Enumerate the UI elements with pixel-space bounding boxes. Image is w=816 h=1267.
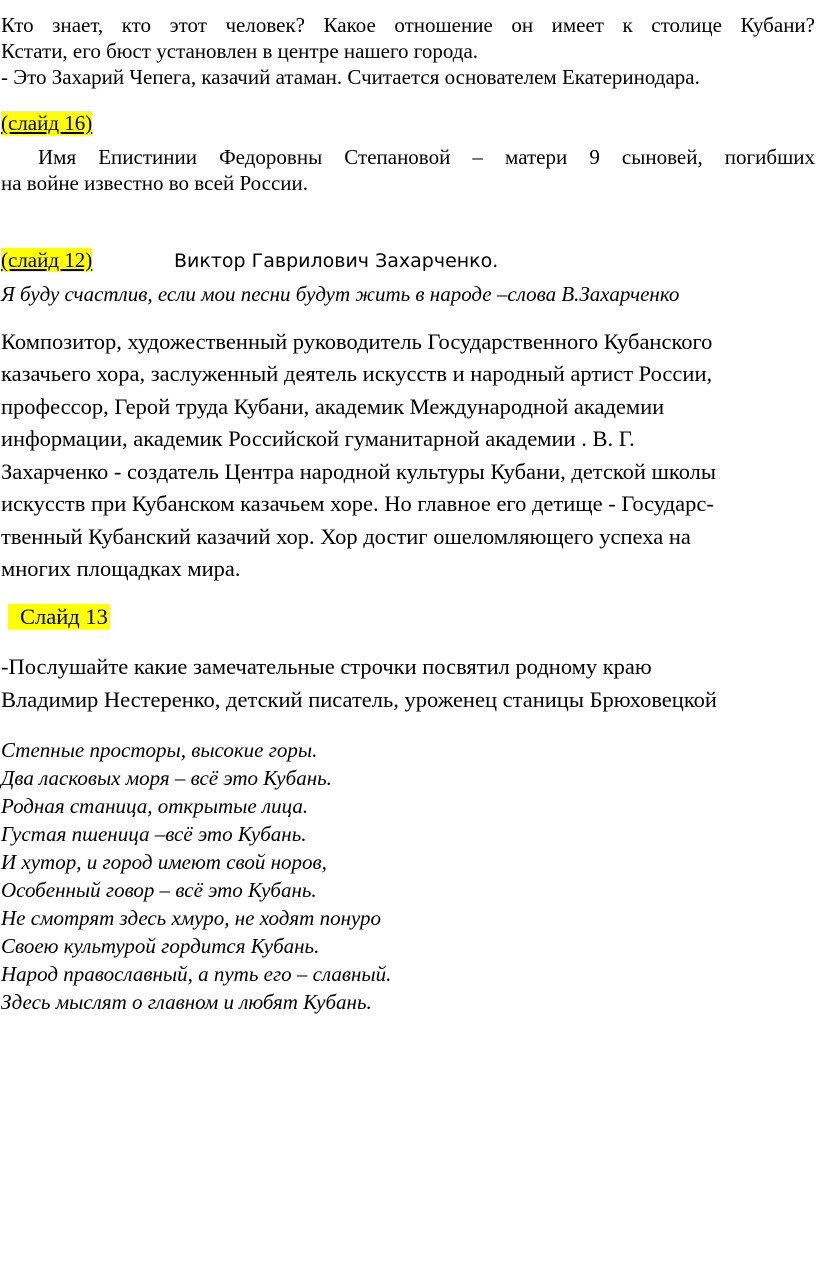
- poem-line: Степные просторы, высокие горы.: [1, 738, 318, 762]
- slide12-heading: Виктор Гаврилович Захарченко.: [174, 250, 499, 272]
- poem-line: Два ласковых моря – всё это Кубань.: [1, 766, 332, 790]
- slide13-label: Слайд 13: [8, 604, 110, 629]
- slide12-label: (слайд 12): [1, 248, 93, 272]
- slide13-intro-line-1: -Послушайте какие замечательные строчки посвятил родному краю: [1, 654, 652, 679]
- poem-line: Не смотрят здесь хмуро, не ходят понуро: [1, 906, 382, 930]
- bio-line-1: Композитор, художественный руководитель Государственного Кубанского: [1, 329, 713, 354]
- poem-line: Особенный говор – всё это Кубань.: [1, 878, 317, 902]
- slide16-label-line: [1, 110, 92, 136]
- slide13-intro-line-2: Владимир Нестеренко, детский писатель, уроженец станицы Брюховецкой: [1, 687, 717, 712]
- intro-line-2: Кстати, его бюст установлен в центре нашего города.: [1, 39, 479, 63]
- slide16-line-1: Имя Епистинии Федоровны Степановой – матери 9 сыновей, погибших: [38, 145, 815, 169]
- intro-line-3: - Это Захарий Чепега, казачий атаман. Считается основателем Екатеринодара.: [1, 65, 700, 89]
- bio-line-8: многих площадках мира.: [1, 556, 241, 581]
- poem-line: Родная станица, открытые лица.: [1, 794, 309, 818]
- bio-line-7: твенный Кубанский казачий хор. Хор достиг ошеломляющего успеха на: [1, 524, 691, 549]
- bio-line-6: искусств при Кубанском казачьем хоре. Но главное его детище - Государс-: [1, 491, 714, 516]
- slide12-quote: Я буду счастлив, если мои песни будут жить в народе –слова В.Захарченко: [1, 282, 680, 306]
- bio-line-5: Захарченко - создатель Центра народной культуры Кубани, детской школы: [1, 459, 717, 484]
- poem-line: Густая пшеница –всё это Кубань.: [1, 822, 307, 846]
- bio-line-2: казачьего хора, заслуженный деятель искусств и народный артист России,: [1, 361, 713, 386]
- slide16-line-2: на войне известно во всей России.: [1, 171, 309, 195]
- poem-line: И хутор, и город имеют свой норов,: [1, 850, 327, 874]
- slide13-label-line: [8, 602, 110, 632]
- slide16-label: (слайд 16): [1, 111, 93, 135]
- bio-line-4: информации, академик Российской гуманитарной академии . В. Г.: [1, 426, 635, 451]
- bio-line-3: профессор, Герой труда Кубани, академик Международной академии: [1, 394, 665, 419]
- poem-line: Здесь мыслят о главном и любят Кубань.: [1, 990, 372, 1014]
- poem-line: Народ православный, а путь его – славный.: [1, 962, 392, 986]
- slide12-label-line: [1, 247, 92, 273]
- intro-line-1: Кто знает, кто этот человек? Какое отношение он имеет к столице Кубани?: [1, 13, 815, 37]
- poem-line: Своею культурой гордится Кубань.: [1, 934, 320, 958]
